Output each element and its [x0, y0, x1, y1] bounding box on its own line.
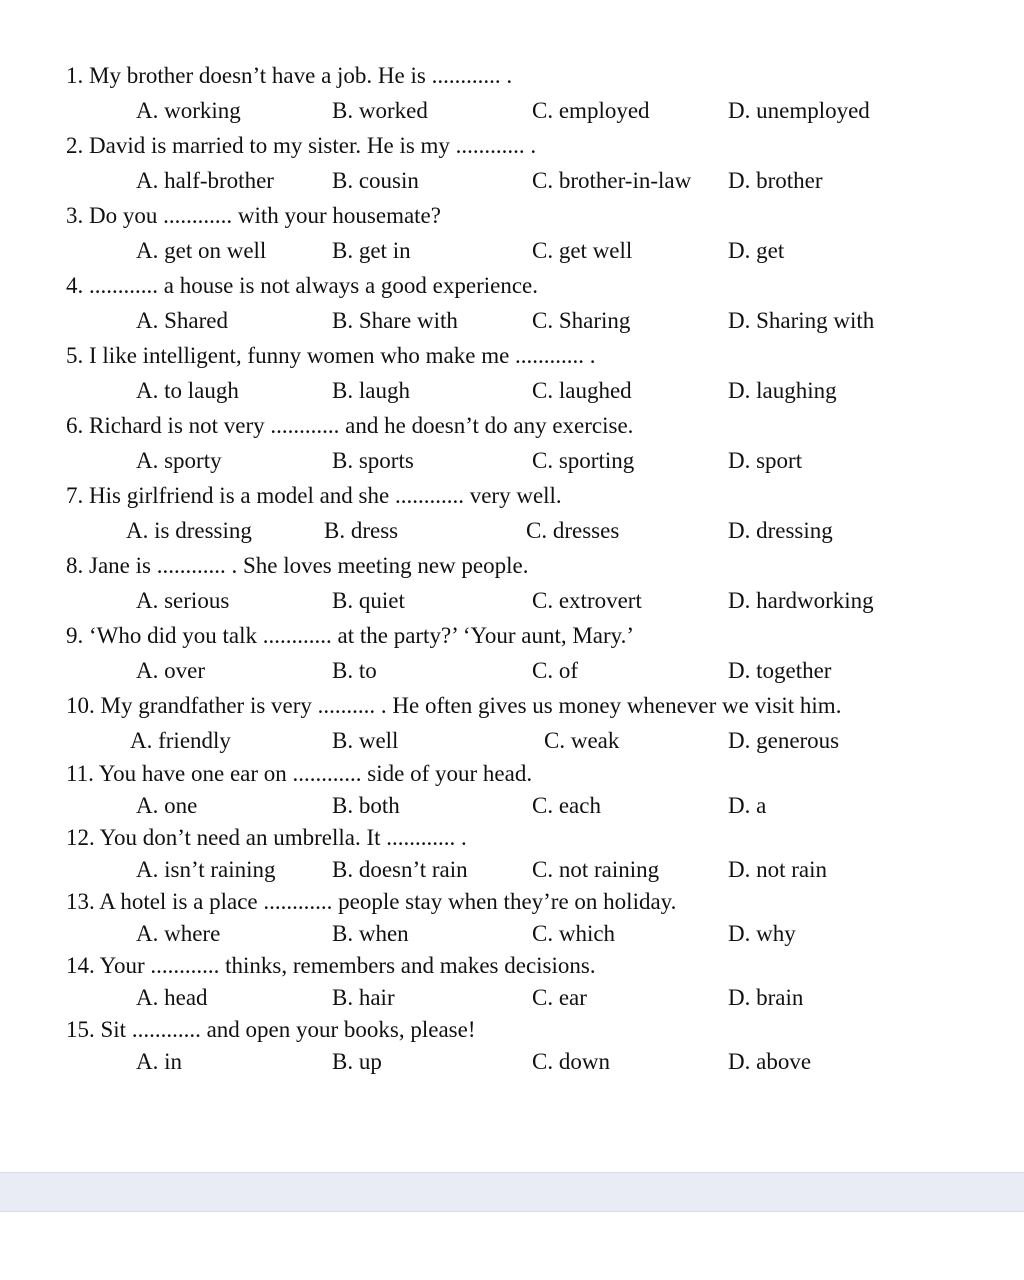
option-c: C. get well: [532, 238, 633, 263]
option-a: A. is dressing: [126, 518, 252, 543]
option-d: D. get: [728, 238, 785, 263]
option-a: A. half-brother: [136, 168, 274, 193]
option-b: B. up: [332, 1049, 382, 1074]
option-a: A. where: [136, 921, 221, 946]
question-stem: 13. A hotel is a place ............ people stay when they’re on holiday.: [66, 889, 677, 914]
option-d: D. above: [728, 1049, 812, 1074]
question-stem: 15. Sit ............ and open your books, please!: [66, 1017, 476, 1042]
options-row: [66, 443, 966, 478]
option-b: B. both: [332, 793, 400, 818]
question-stem: 12. You don’t need an umbrella. It ............ .: [66, 825, 467, 850]
question-stem: 5. I like intelligent, funny women who make me ............ .: [66, 343, 596, 368]
options-row: [66, 653, 966, 688]
option-d: D. a: [728, 793, 767, 818]
option-c: C. down: [532, 1049, 610, 1074]
option-c: C. not raining: [532, 857, 660, 882]
options-row: [66, 583, 966, 618]
option-c: C. ear: [532, 985, 587, 1010]
question-15: [66, 1014, 966, 1078]
option-b: B. cousin: [332, 168, 419, 193]
option-d: D. not rain: [728, 857, 828, 882]
options-row: [66, 93, 966, 128]
question-stem: 4. ............ a house is not always a good experience.: [66, 273, 539, 298]
option-d: D. brain: [728, 985, 804, 1010]
question-13: [66, 886, 966, 950]
question-14: [66, 950, 966, 1014]
question-stem: 3. Do you ............ with your housemate?: [66, 203, 441, 228]
option-a: A. sporty: [136, 448, 222, 473]
options-row: [66, 1046, 966, 1078]
option-c: C. sporting: [532, 448, 635, 473]
option-a: A. head: [136, 985, 208, 1010]
options-row: [66, 982, 966, 1014]
option-c: C. each: [532, 793, 601, 818]
option-c: C. weak: [544, 728, 620, 753]
question-4: [66, 268, 966, 338]
option-d: D. together: [728, 658, 832, 683]
question-2: [66, 128, 966, 198]
question-10: [66, 688, 966, 758]
option-b: B. dress: [324, 518, 399, 543]
question-stem: 2. David is married to my sister. He is my ............ .: [66, 133, 537, 158]
question-stem: 9. ‘Who did you talk ............ at the party?’ ‘Your aunt, Mary.’: [66, 623, 635, 648]
option-b: B. quiet: [332, 588, 405, 613]
options-row: [66, 373, 966, 408]
option-c: C. of: [532, 658, 578, 683]
options-row: [66, 163, 966, 198]
options-row: [66, 303, 966, 338]
option-a: A. Shared: [136, 308, 228, 333]
question-1: [66, 58, 966, 128]
question-12: [66, 822, 966, 886]
question-5: [66, 338, 966, 408]
option-d: D. why: [728, 921, 796, 946]
question-stem: 1. My brother doesn’t have a job. He is ............ .: [66, 63, 513, 88]
option-c: C. laughed: [532, 378, 632, 403]
option-d: D. generous: [728, 728, 840, 753]
question-3: [66, 198, 966, 268]
question-stem: 8. Jane is ............ . She loves meeting new people.: [66, 553, 529, 578]
question-stem: 7. His girlfriend is a model and she ............ very well.: [66, 483, 562, 508]
option-b: B. get in: [332, 238, 411, 263]
option-a: A. serious: [136, 588, 230, 613]
option-d: D. dressing: [728, 518, 833, 543]
option-d: D. sport: [728, 448, 803, 473]
option-d: D. unemployed: [728, 98, 870, 123]
option-d: D. Sharing with: [728, 308, 875, 333]
options-row: [66, 918, 966, 950]
option-b: B. laugh: [332, 378, 410, 403]
question-7: [66, 478, 966, 548]
question-stem: 14. Your ............ thinks, remembers and makes decisions.: [66, 953, 596, 978]
options-row: [66, 790, 966, 822]
option-a: A. in: [136, 1049, 182, 1074]
option-a: A. get on well: [136, 238, 267, 263]
option-d: D. laughing: [728, 378, 837, 403]
option-a: A. over: [136, 658, 205, 683]
option-a: A. isn’t raining: [136, 857, 276, 882]
options-row: [66, 854, 966, 886]
option-c: C. which: [532, 921, 616, 946]
option-a: A. working: [136, 98, 241, 123]
question-9: [66, 618, 966, 688]
options-row: [66, 723, 966, 758]
question-8: [66, 548, 966, 618]
option-b: B. when: [332, 921, 409, 946]
option-b: B. sports: [332, 448, 414, 473]
option-c: C. dresses: [526, 518, 620, 543]
question-list: [66, 58, 966, 1078]
options-row: [66, 233, 966, 268]
option-b: B. to: [332, 658, 377, 683]
question-11: [66, 758, 966, 822]
option-b: B. worked: [332, 98, 428, 123]
question-stem: 6. Richard is not very ............ and he doesn’t do any exercise.: [66, 413, 634, 438]
question-stem: 11. You have one ear on ............ side of your head.: [66, 761, 533, 786]
option-c: C. extrovert: [532, 588, 642, 613]
option-b: B. Share with: [332, 308, 458, 333]
question-stem: 10. My grandfather is very .......... . He often gives us money whenever we visit him.: [66, 693, 842, 718]
option-d: D. brother: [728, 168, 823, 193]
options-row: [66, 513, 966, 548]
viewer-bottom-band: [0, 1172, 1024, 1212]
option-a: A. one: [136, 793, 198, 818]
option-a: A. friendly: [130, 728, 231, 753]
question-6: [66, 408, 966, 478]
option-c: C. brother-in-law: [532, 168, 692, 193]
option-b: B. hair: [332, 985, 395, 1010]
option-b: B. well: [332, 728, 399, 753]
option-d: D. hardworking: [728, 588, 874, 613]
option-c: C. Sharing: [532, 308, 631, 333]
option-c: C. employed: [532, 98, 650, 123]
option-a: A. to laugh: [136, 378, 239, 403]
option-b: B. doesn’t rain: [332, 857, 468, 882]
